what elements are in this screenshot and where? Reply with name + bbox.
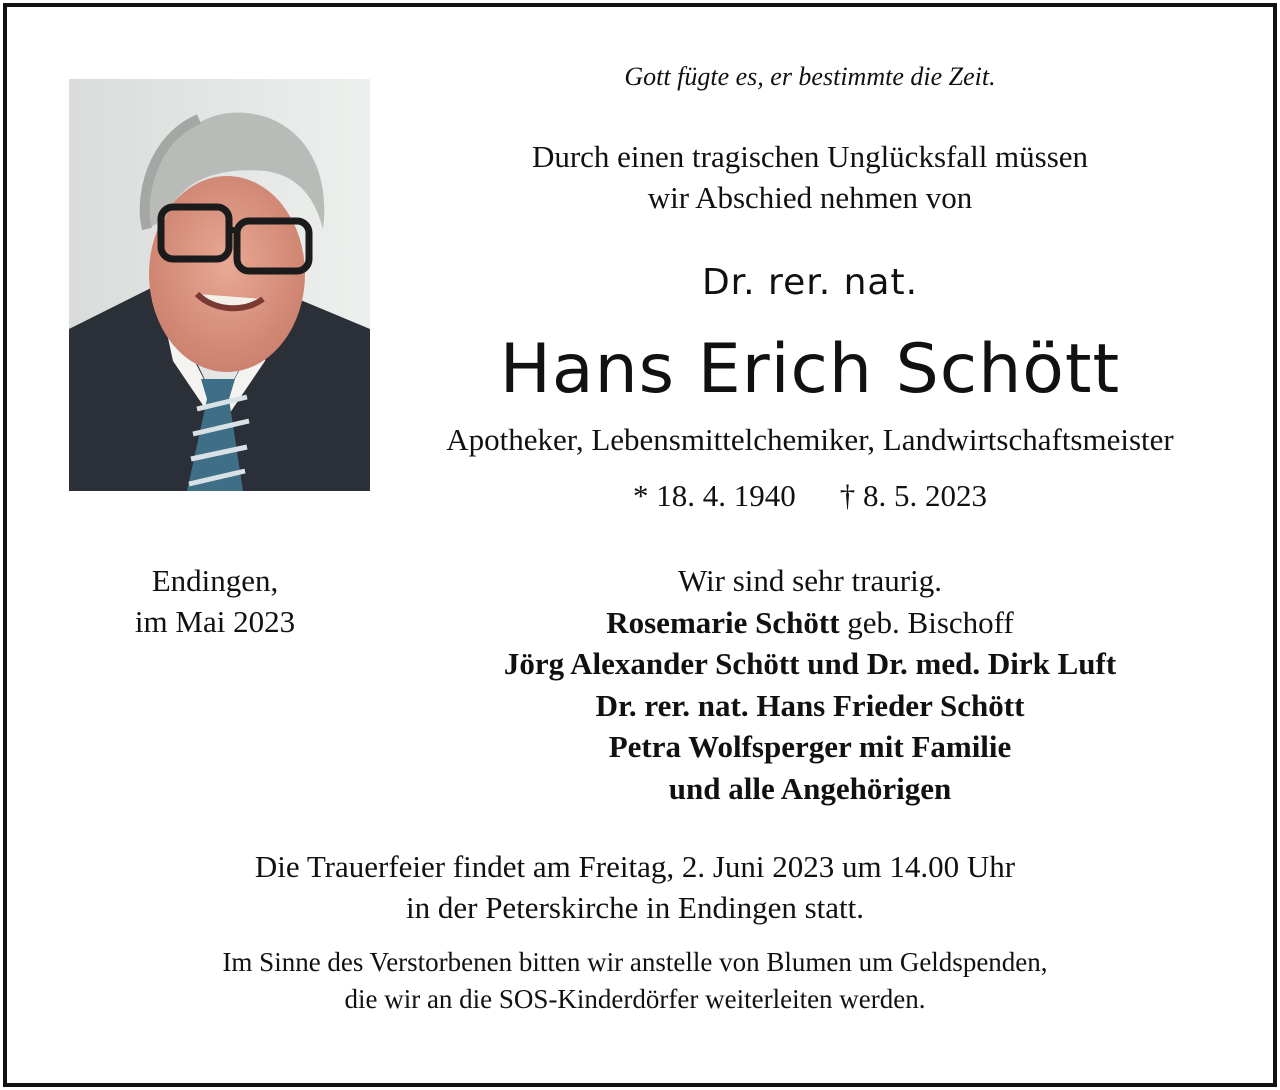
portrait-illustration xyxy=(69,79,370,491)
profession: Apotheker, Lebensmittelchemiker, Landwirtschaftsmeister xyxy=(446,422,1174,457)
spouse-line xyxy=(380,602,1240,644)
place-line: Endingen, xyxy=(151,563,279,598)
mourner-line: Petra Wolfsperger mit Familie xyxy=(608,729,1012,764)
spouse-suffix: geb. Bischoff xyxy=(847,604,1014,640)
mourner-line: Dr. rer. nat. Hans Frieder Schött xyxy=(595,687,1025,723)
service-line: in der Peterskirche in Endingen statt. xyxy=(406,890,864,925)
donation-line: Im Sinne des Verstorbenen bitten wir anstelle von Blumen um Geldspenden, xyxy=(222,947,1048,977)
intro-line: Durch einen tragischen Unglücksfall müssen xyxy=(531,139,1089,174)
portrait-photo xyxy=(69,79,370,491)
deceased-name: Hans Erich Schött xyxy=(499,330,1121,409)
birth-date: * 18. 4. 1940 xyxy=(633,478,796,513)
donation-line: die wir an die SOS-Kinderdörfer weiterleiten werden. xyxy=(344,984,926,1014)
funeral-service xyxy=(120,846,1150,928)
donation-note xyxy=(60,944,1210,1018)
mourners-lead: Wir sind sehr traurig. xyxy=(678,563,942,598)
intro-line: wir Abschied nehmen von xyxy=(647,180,973,215)
place-and-date xyxy=(70,560,360,642)
mourner-line: Jörg Alexander Schött und Dr. med. Dirk Luft xyxy=(503,646,1117,681)
intro-text xyxy=(380,136,1240,218)
academic-title: Dr. rer. nat. xyxy=(701,262,919,303)
motto: Gott fügte es, er bestimmte die Zeit. xyxy=(624,62,996,91)
service-line: Die Trauerfeier findet am Freitag, 2. Juni 2023 um 14.00 Uhr xyxy=(254,849,1016,884)
date-line: im Mai 2023 xyxy=(134,604,296,639)
mourners xyxy=(380,560,1240,809)
mourner-line: und alle Angehörigen xyxy=(668,770,952,806)
death-date: † 8. 5. 2023 xyxy=(839,478,987,513)
spouse-name: Rosemarie Schött xyxy=(606,604,840,640)
life-dates xyxy=(380,478,1240,514)
